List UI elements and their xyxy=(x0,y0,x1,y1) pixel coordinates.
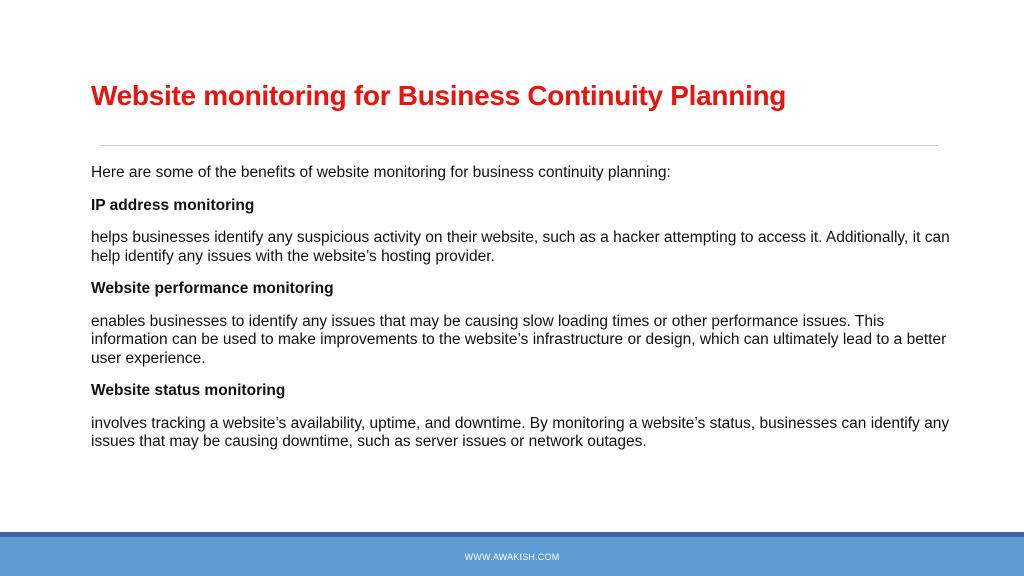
section-heading-performance: Website performance monitoring xyxy=(91,280,334,297)
section-body-status: involves tracking a website’s availability, uptime, and downtime. By monitoring a website’s status, businesses can identify any issues that may be causing downtime, such as server issues or network outages. xyxy=(91,414,950,450)
intro-text: Here are some of the benefits of website monitoring for business continuity planning: xyxy=(91,164,671,181)
section-body-ip-address: helps businesses identify any suspicious activity on their website, such as a hacker attempting to access it. Additionally, it can help identify any issues with the website’s hosting provider. xyxy=(91,229,950,265)
footer-url[interactable]: WWW.AWAKISH.COM xyxy=(464,551,560,562)
section-body-performance: enables businesses to identify any issues that may be causing slow loading times or other performance issues. This information can be used to make improvements to the website’s infrastructure or design, which can ultimately lead to a better user experience. xyxy=(91,312,947,367)
title-divider xyxy=(100,145,938,146)
section-heading-status: Website status monitoring xyxy=(91,382,286,399)
slide-title: Website monitoring for Business Continuity Planning xyxy=(91,80,787,111)
footer-band xyxy=(0,537,1024,576)
slide-content xyxy=(91,164,951,466)
section-heading-ip-address: IP address monitoring xyxy=(91,196,255,214)
